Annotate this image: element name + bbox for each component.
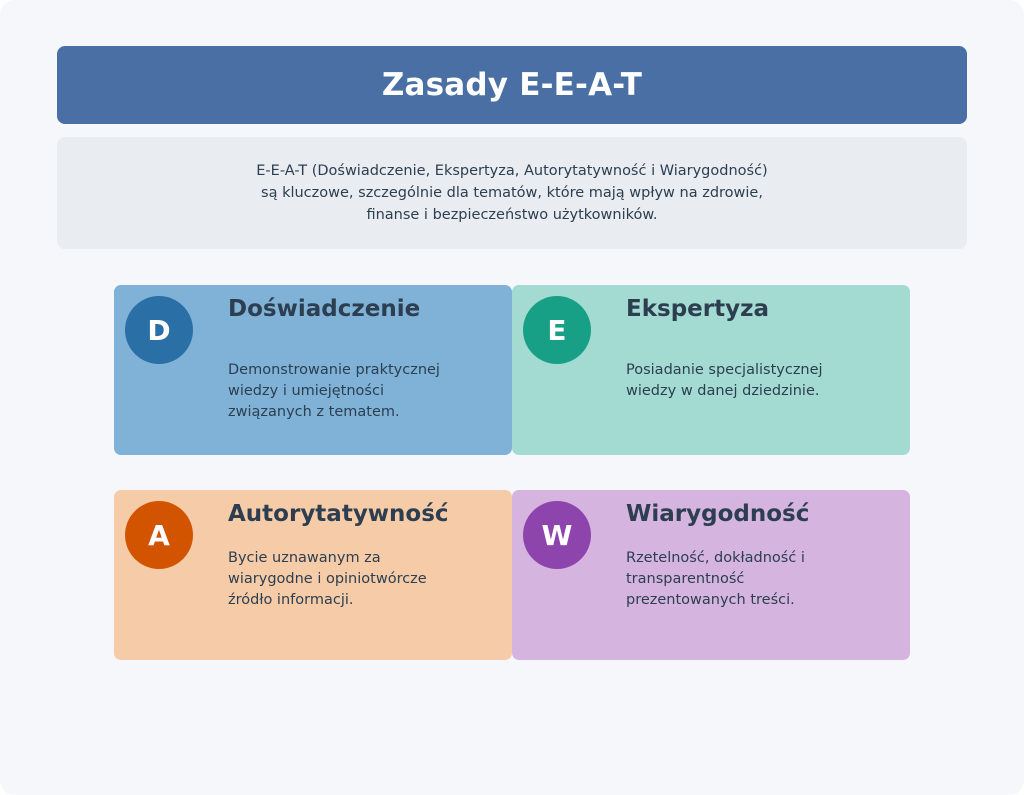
card-title: Autorytatywność [228, 501, 449, 527]
intro-box [57, 137, 967, 249]
card-title: Ekspertyza [626, 296, 769, 322]
card-description: Posiadanie specjalistycznej wiedzy w danej dziedzinie. [626, 362, 823, 399]
card-ekspertyza [512, 285, 910, 455]
card-description: Rzetelność, dokładność i transparentność prezentowanych treści. [626, 550, 805, 608]
letter-badge-e: E [523, 296, 591, 364]
card-title: Doświadczenie [228, 296, 421, 322]
letter-badge-d: D [125, 296, 193, 364]
letter-badge-a: A [125, 501, 193, 569]
page-title: Zasady E-E-A-T [381, 67, 643, 103]
title-bar [57, 46, 967, 124]
card-autorytatywnosc [114, 490, 512, 660]
card-description: Bycie uznawanym za wiarygodne i opiniotwórcze źródło informacji. [228, 550, 427, 608]
intro-text: E-E-A-T (Doświadczenie, Ekspertyza, Autorytatywność i Wiarygodność) są kluczowe, szczególnie dla tematów, które mają wpływ na zdrowie, finanse i bezpieczeństwo użytkowników. [256, 163, 768, 223]
card-description: Demonstrowanie praktycznej wiedzy i umiejętności związanych z tematem. [228, 362, 440, 420]
card-title: Wiarygodność [626, 501, 810, 527]
card-wiarygodnosc [512, 490, 910, 660]
card-doswiadczenie [114, 285, 512, 455]
letter-badge-w: W [523, 501, 591, 569]
